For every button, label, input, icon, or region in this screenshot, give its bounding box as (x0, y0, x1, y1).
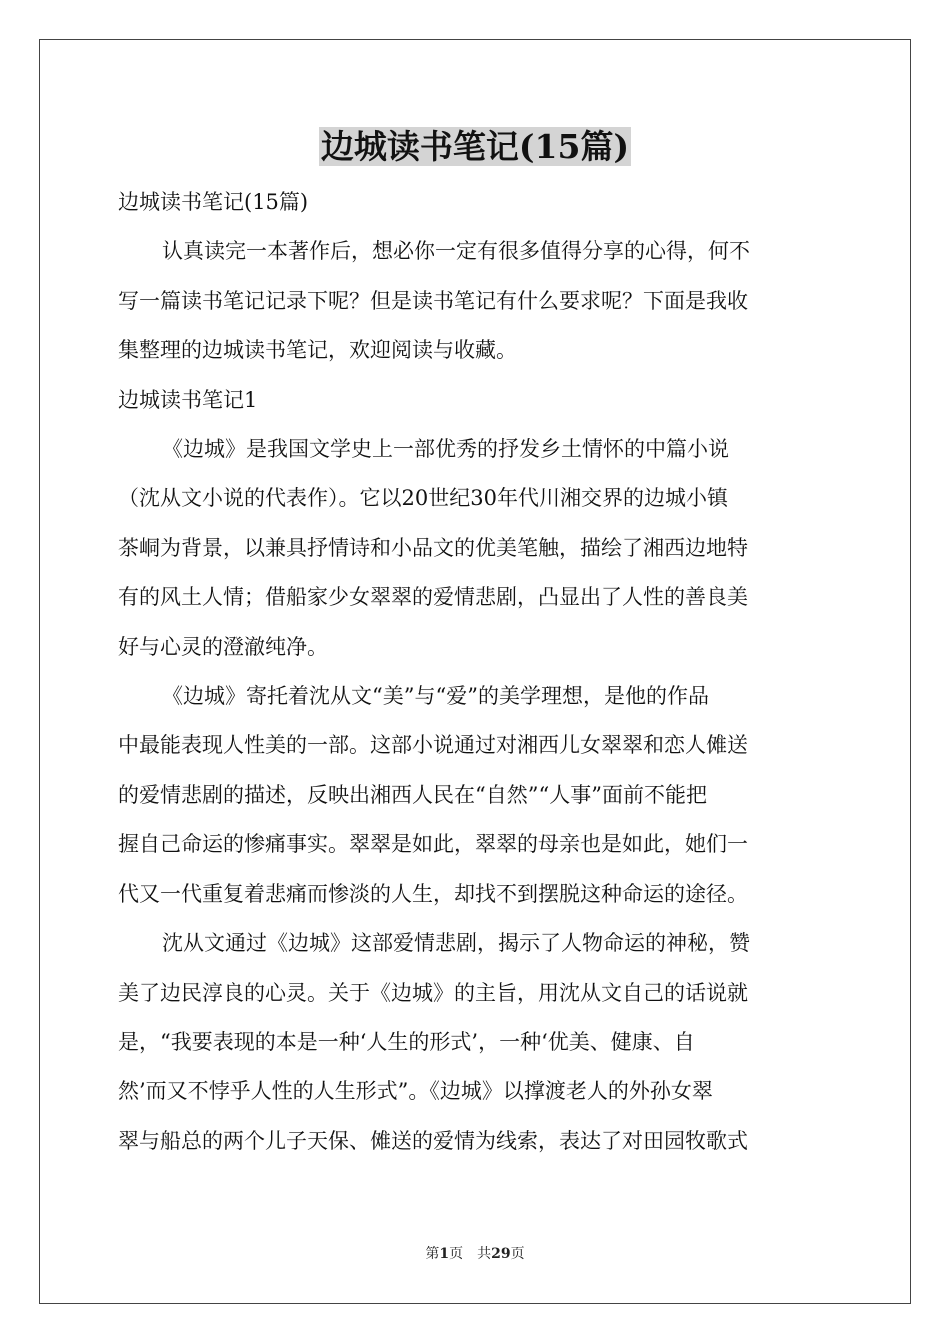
paragraph-line: 代又一代重复着悲痛而惨淡的人生，却找不到摆脱这种命运的途径。 (118, 881, 748, 906)
paragraph-line: 有的风土人情；借船家少女翠翠的爱情悲剧，凸显出了人性的善良美 (118, 585, 748, 610)
paragraph-line: 然’而又不悖乎人性的人生形式”。《边城》以撑渡老人的外孙女翠 (118, 1079, 713, 1104)
paragraph-line: 集整理的边城读书笔记，欢迎阅读与收藏。 (118, 338, 517, 363)
paragraph-line: 美了边民淳良的心灵。关于《边城》的主旨，用沈从文自己的话说就 (118, 980, 748, 1005)
page-current: 1 (439, 1246, 450, 1262)
page-footer (0, 1244, 950, 1264)
paragraph-line: 好与心灵的澄澈纯净。 (118, 634, 328, 659)
paragraph-line: 翠与船总的两个儿子天保、傩送的爱情为线索，表达了对田园牧歌式 (118, 1128, 748, 1153)
paragraph-line: 中最能表现人性美的一部。这部小说通过对湘西儿女翠翠和恋人傩送 (118, 733, 748, 758)
paragraph-line: 是，“我要表现的本是一种‘人生的形式’，一种‘优美、健康、自 (118, 1029, 695, 1054)
paragraph-line: 认真读完一本著作后，想必你一定有很多值得分享的心得，何不 (162, 239, 750, 264)
paragraph-line: 《边城》是我国文学史上一部优秀的抒发乡土情怀的中篇小说 (162, 437, 729, 462)
subtitle-line: 边城读书笔记(15篇) (118, 190, 309, 214)
paragraph-line: 写一篇读书笔记记录下呢？但是读书笔记有什么要求呢？下面是我收 (118, 288, 748, 313)
page-prefix: 第 (425, 1246, 440, 1262)
paragraph-line: 沈从文通过《边城》这部爱情悲剧，揭示了人物命运的神秘，赞 (162, 931, 750, 956)
paragraph-line: 《边城》寄托着沈从文“美”与“爱”的美学理想，是他的作品 (162, 684, 709, 709)
document-title (0, 122, 950, 172)
paragraph-line: 的爱情悲剧的描述，反映出湘西人民在“自然”“人事”面前不能把 (118, 782, 707, 807)
page-total: 29 (491, 1246, 511, 1262)
page-suffix: 页 (510, 1246, 525, 1262)
page-mid: 页 共 (449, 1246, 492, 1262)
document-title-text: 边城读书笔记(15篇) (320, 127, 630, 166)
section-heading: 边城读书笔记1 (118, 387, 258, 412)
document-body (118, 178, 834, 1166)
paragraph-line: 握自己命运的惨痛事实。翠翠是如此，翠翠的母亲也是如此，她们一 (118, 832, 748, 857)
paragraph-line: （沈从文小说的代表作）。它以20世纪30年代川湘交界的边城小镇 (118, 486, 728, 511)
paragraph-line: 茶峒为背景，以兼具抒情诗和小品文的优美笔触，描绘了湘西边地特 (118, 535, 748, 560)
